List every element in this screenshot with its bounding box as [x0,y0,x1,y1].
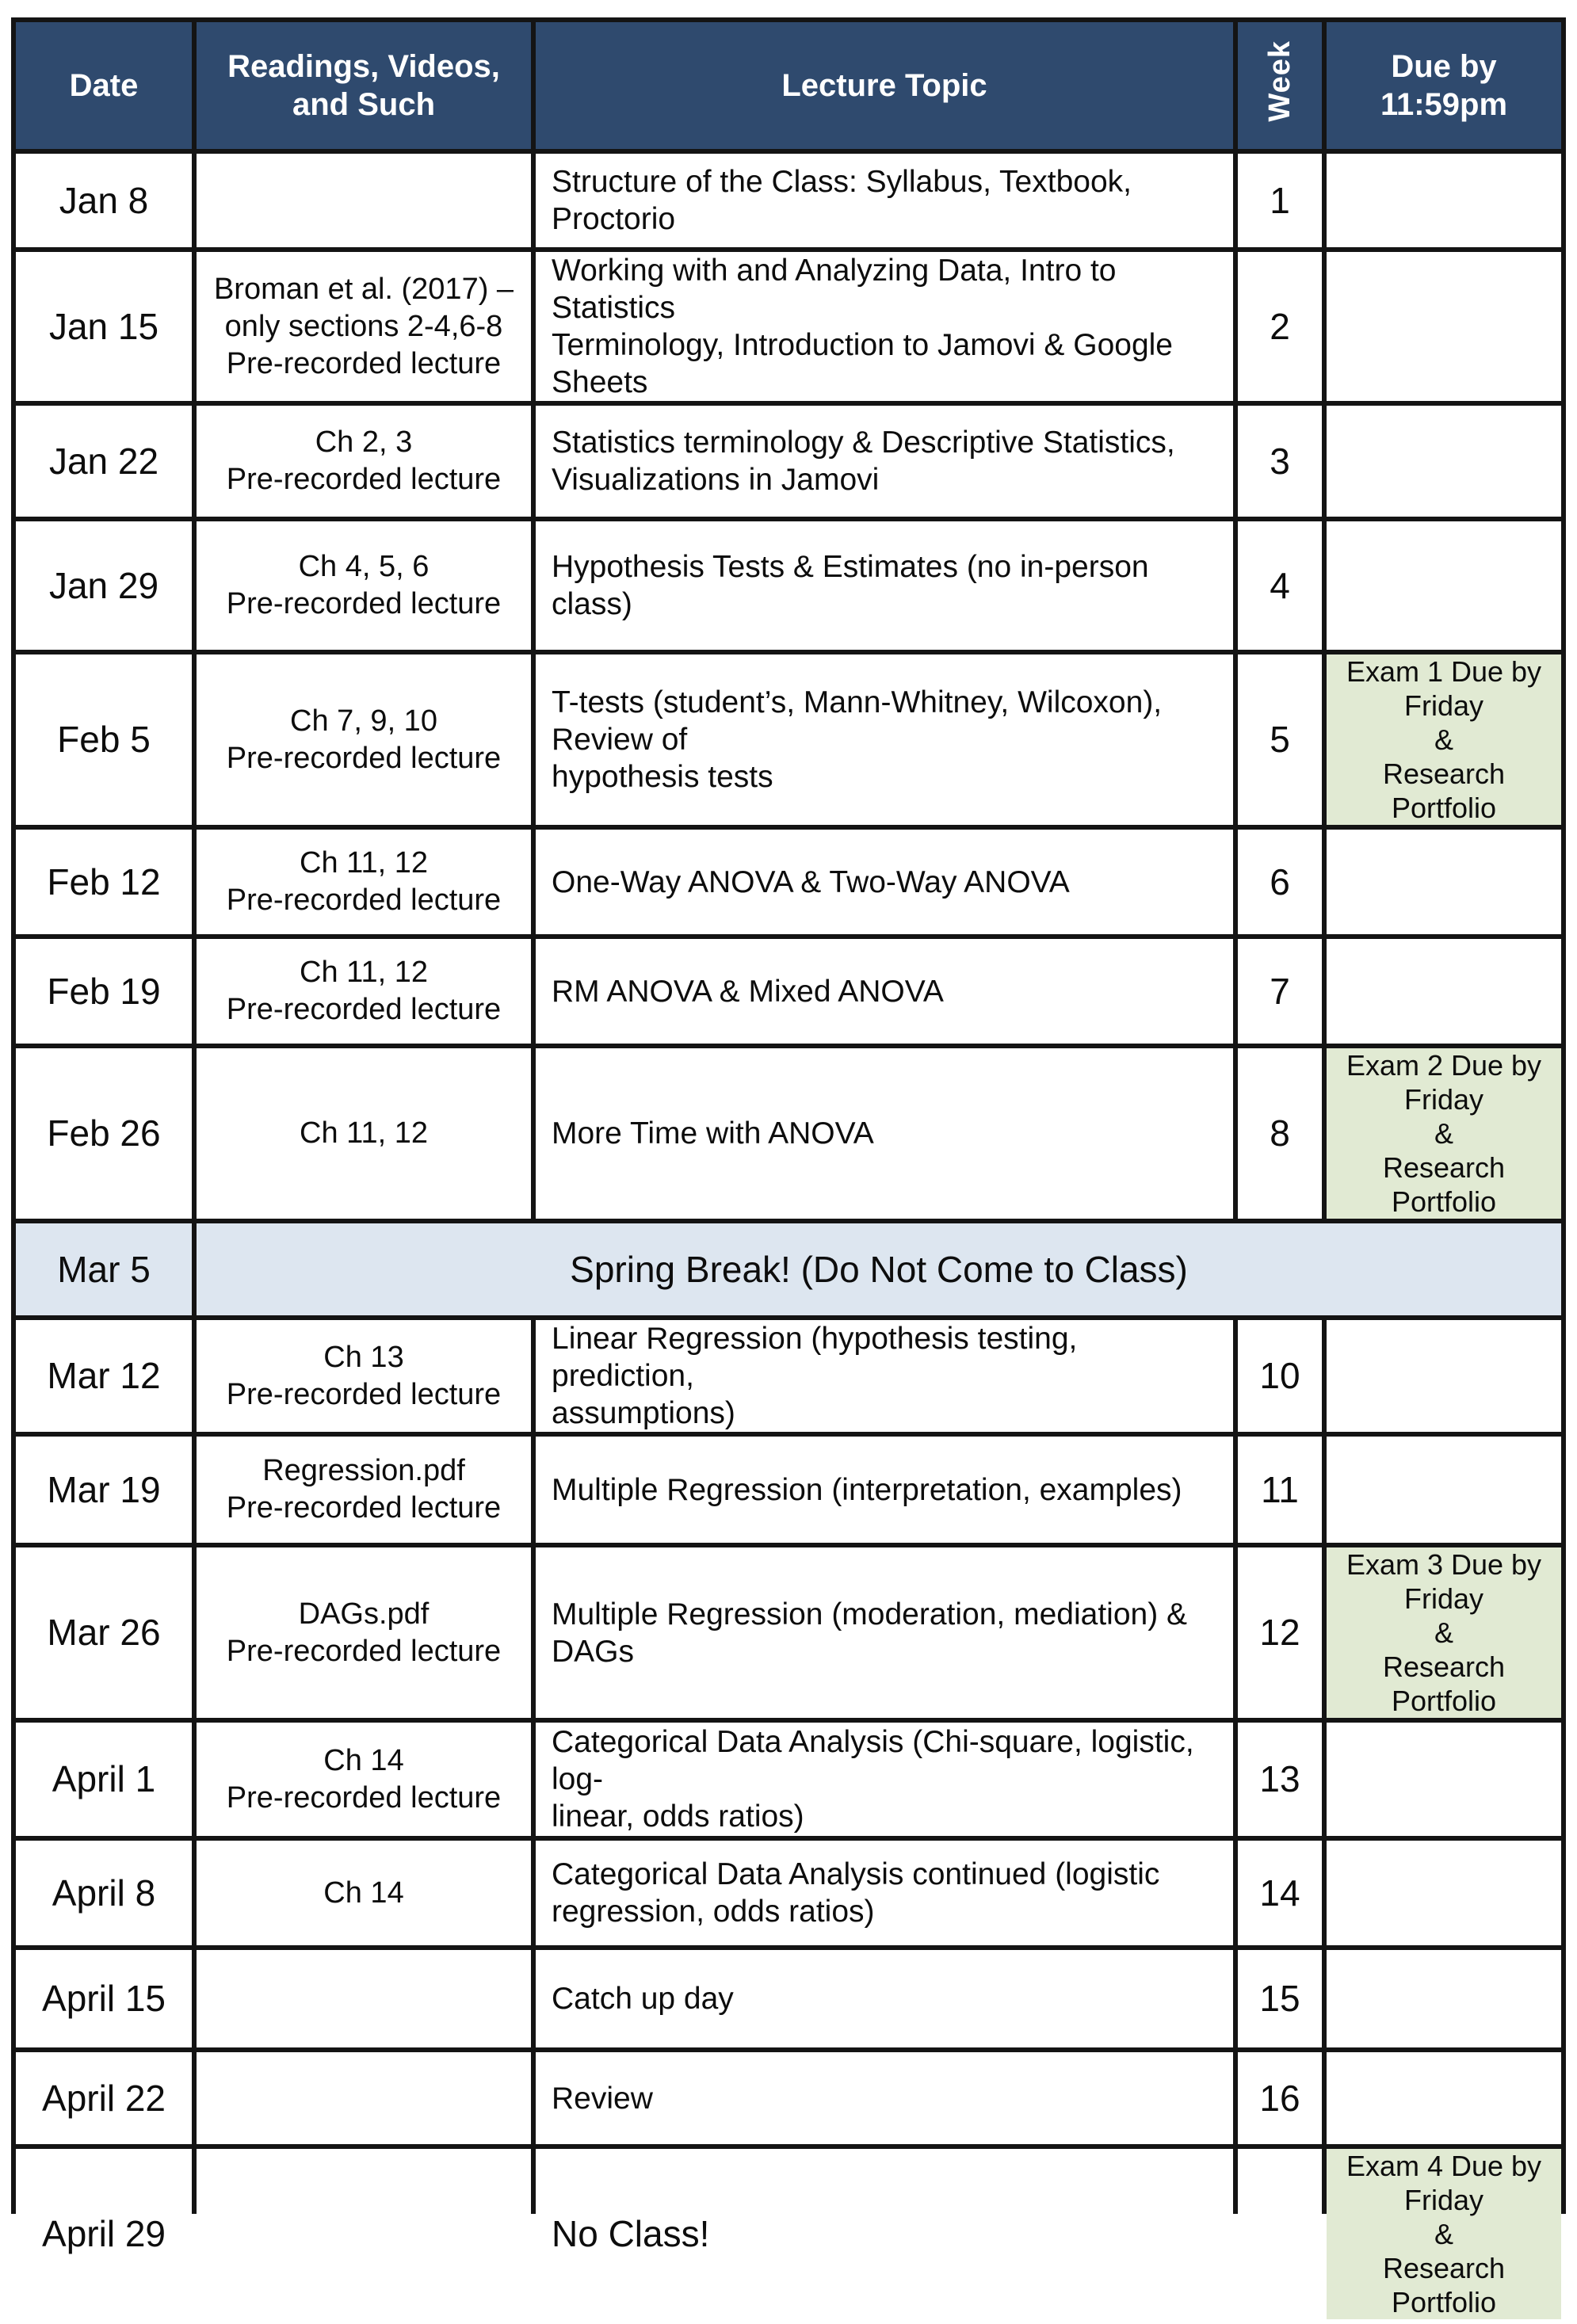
readings-line-1: Ch 4, 5, 6 [298,550,430,583]
lecture-topic-cell [536,1320,1233,1432]
date-cell: April 1 [16,1723,192,1836]
due-line-1: Exam 4 Due by [1346,2150,1542,2182]
table-row [16,1320,1561,1432]
table-row [16,1437,1561,1543]
table-row [16,2149,1561,2319]
date-cell: April 29 [16,2149,192,2319]
week-cell: 1 [1238,154,1322,247]
header-row [16,22,1561,149]
lecture-topic-cell [536,521,1233,650]
due-cell [1327,830,1561,934]
topic-line-1: Review [552,2081,653,2116]
due-line-1: Exam 2 Due by [1346,1049,1542,1082]
table-row [16,154,1561,247]
table-row [16,1547,1561,1718]
due-line-4: Research Portfolio [1382,1650,1506,1717]
due-line-3: & [1434,1117,1453,1150]
week-cell: 16 [1238,2052,1322,2144]
readings-line-2: Pre-recorded lecture [226,463,502,496]
due-exam-cell [1327,1547,1561,1718]
date-cell: Feb 26 [16,1048,192,1219]
header-lecture-topic: Lecture Topic [536,22,1233,149]
table-row [16,1048,1561,1219]
date-cell: April 15 [16,1950,192,2047]
table-row [16,406,1561,517]
readings-line-1: Ch 13 [323,1340,404,1374]
lecture-topic-cell [536,406,1233,517]
date-cell: Feb 19 [16,939,192,1044]
topic-line-1: More Time with ANOVA [552,1116,874,1151]
table-row [16,939,1561,1044]
topic-line-1: Catch up day [552,1982,734,2016]
due-exam-cell [1327,2149,1561,2319]
due-line-2: Friday [1403,689,1484,722]
readings-line-1: Ch 7, 9, 10 [290,704,437,738]
schedule-body-after-break [16,1320,1561,2319]
topic-line-2: Visualizations in Jamovi [552,463,880,497]
readings-cell [197,406,531,517]
spring-break-note: Spring Break! (Do Not Come to Class) [197,1223,1561,1315]
due-line-1: Exam 1 Due by [1346,655,1542,688]
due-line-3: & [1434,1616,1453,1649]
readings-line-2: Pre-recorded lecture [226,1491,502,1525]
date-cell: Mar 19 [16,1437,192,1543]
due-cell [1327,252,1561,401]
due-line-2: Friday [1403,2184,1484,2216]
readings-cell [197,1048,531,1219]
header-readings-line-2: and Such [292,87,436,122]
lecture-topic-cell [536,154,1233,247]
header-readings-line-1: Readings, Videos, [227,49,500,84]
week-cell: 7 [1238,939,1322,1044]
week-cell: 4 [1238,521,1322,650]
spring-break-date: Mar 5 [16,1223,192,1315]
header-due [1327,22,1561,149]
week-cell: 5 [1238,654,1322,825]
date-cell: Jan 22 [16,406,192,517]
topic-line-1: Statistics terminology & Descriptive Statistics, [552,425,1175,460]
topic-line-1: Multiple Regression (moderation, mediation) & DAGs [552,1597,1188,1669]
lecture-topic-cell [536,2149,1233,2319]
header-due-line-1: Due by [1391,49,1497,84]
readings-cell [197,1320,531,1432]
due-cell [1327,1841,1561,1945]
topic-line-1: Hypothesis Tests & Estimates (no in-person class) [552,550,1149,621]
readings-cell [197,1841,531,1945]
readings-line-1: Ch 2, 3 [315,425,413,459]
table-row [16,521,1561,650]
topic-line-1: Working with and Analyzing Data, Intro to Statistics [552,254,1117,325]
week-cell: 6 [1238,830,1322,934]
readings-cell [197,521,531,650]
spring-break-body [16,1223,1561,1315]
due-cell [1327,521,1561,650]
schedule-sheet [11,17,1566,2318]
date-cell: April 8 [16,1841,192,1945]
readings-line-1: Ch 14 [323,1743,404,1777]
readings-line-2: Pre-recorded lecture [226,741,502,775]
lecture-topic-cell [536,1841,1233,1945]
topic-line-1: Structure of the Class: Syllabus, Textbook, Proctorio [552,165,1132,236]
lecture-topic-cell [536,654,1233,825]
readings-cell [197,1723,531,1836]
table-row [16,1950,1561,2047]
date-cell: April 22 [16,2052,192,2144]
due-line-1: Exam 3 Due by [1346,1548,1542,1581]
lecture-topic-cell [536,2052,1233,2144]
week-cell: 2 [1238,252,1322,401]
readings-cell [197,1950,531,2047]
due-cell [1327,1437,1561,1543]
date-cell: Jan 29 [16,521,192,650]
spring-break-row [16,1223,1561,1315]
readings-line-2: Pre-recorded lecture [226,1634,502,1668]
readings-cell [197,1437,531,1543]
due-cell [1327,939,1561,1044]
date-cell: Feb 5 [16,654,192,825]
readings-line-1: Ch 11, 12 [300,846,428,880]
due-line-2: Friday [1403,1083,1484,1116]
readings-line-2: only sections 2-4,6-8 [224,309,503,343]
week-cell [1238,2149,1322,2319]
table-row [16,252,1561,401]
due-cell [1327,154,1561,247]
date-cell: Jan 15 [16,252,192,401]
readings-line-2: Pre-recorded lecture [226,587,502,620]
topic-line-1: Multiple Regression (interpretation, examples) [552,1472,1182,1507]
topic-line-2: assumptions) [552,1396,735,1430]
topic-line-2: linear, odds ratios) [552,1799,804,1834]
readings-cell [197,654,531,825]
readings-line-1: Broman et al. (2017) – [213,272,514,306]
due-cell [1327,1320,1561,1432]
date-cell: Mar 12 [16,1320,192,1432]
readings-line-3: Pre-recorded lecture [226,346,502,380]
week-cell: 11 [1238,1437,1322,1543]
readings-cell [197,1547,531,1718]
topic-line-1: Categorical Data Analysis (Chi-square, logistic, log- [552,1725,1194,1796]
due-line-3: & [1434,2218,1453,2250]
readings-line-2: Pre-recorded lecture [226,883,502,917]
date-cell: Mar 26 [16,1547,192,1718]
header-week [1238,22,1322,149]
header-date: Date [16,22,192,149]
readings-cell [197,252,531,401]
readings-line-2: Pre-recorded lecture [226,1377,502,1411]
lecture-topic-cell [536,939,1233,1044]
header-due-line-2: 11:59pm [1380,87,1508,122]
week-cell: 10 [1238,1320,1322,1432]
lecture-topic-cell [536,830,1233,934]
course-schedule-table [11,17,1566,2324]
schedule-body-before-break [16,154,1561,1219]
due-line-2: Friday [1403,1582,1484,1615]
table-row [16,654,1561,825]
topic-line-2: hypothesis tests [552,760,773,794]
lecture-topic-cell [536,1437,1233,1543]
week-cell: 15 [1238,1950,1322,2047]
lecture-topic-cell [536,252,1233,401]
header-readings [197,22,531,149]
topic-line-1: Linear Regression (hypothesis testing, prediction, [552,1322,1078,1393]
readings-line-2: Pre-recorded lecture [226,993,502,1026]
topic-line-1: T-tests (student’s, Mann-Whitney, Wilcoxon), Review of [552,685,1163,757]
due-line-3: & [1434,723,1453,756]
due-cell [1327,2052,1561,2144]
readings-cell [197,2149,531,2319]
week-cell: 13 [1238,1723,1322,1836]
week-cell: 14 [1238,1841,1322,1945]
readings-cell [197,2052,531,2144]
readings-line-2: Pre-recorded lecture [226,1780,502,1815]
due-cell [1327,406,1561,517]
week-cell: 12 [1238,1547,1322,1718]
lecture-topic-cell [536,1950,1233,2047]
readings-line-1: Ch 11, 12 [300,956,428,989]
readings-line-1: Ch 11, 12 [300,1116,428,1150]
due-cell [1327,1723,1561,1836]
week-cell: 3 [1238,406,1322,517]
lecture-topic-cell [536,1048,1233,1219]
table-row [16,1841,1561,1945]
readings-line-1: DAGs.pdf [298,1597,430,1631]
due-line-4: Research Portfolio [1382,757,1506,824]
topic-line-1: No Class! [552,2213,710,2254]
topic-line-1: One-Way ANOVA & Two-Way ANOVA [552,864,1070,899]
table-row [16,830,1561,934]
lecture-topic-cell [536,1547,1233,1718]
due-line-4: Research Portfolio [1382,2252,1506,2318]
topic-line-1: Categorical Data Analysis continued (logistic [552,1857,1160,1891]
table-row [16,2052,1561,2144]
topic-line-2: regression, odds ratios) [552,1895,875,1929]
date-cell: Jan 8 [16,154,192,247]
topic-line-1: RM ANOVA & Mixed ANOVA [552,974,944,1009]
due-cell [1327,1950,1561,2047]
readings-cell [197,830,531,934]
due-line-4: Research Portfolio [1382,1151,1506,1218]
lecture-topic-cell [536,1723,1233,1836]
due-exam-cell [1327,1048,1561,1219]
readings-cell [197,939,531,1044]
topic-line-2: Terminology, Introduction to Jamovi & Google Sheets [552,328,1173,399]
date-cell: Feb 12 [16,830,192,934]
week-cell: 8 [1238,1048,1322,1219]
readings-line-1: Regression.pdf [262,1454,465,1487]
due-exam-cell [1327,654,1561,825]
table-row [16,1723,1561,1836]
header-week-label: Week [1263,40,1296,122]
readings-cell [197,154,531,247]
readings-line-1: Ch 14 [323,1876,404,1910]
